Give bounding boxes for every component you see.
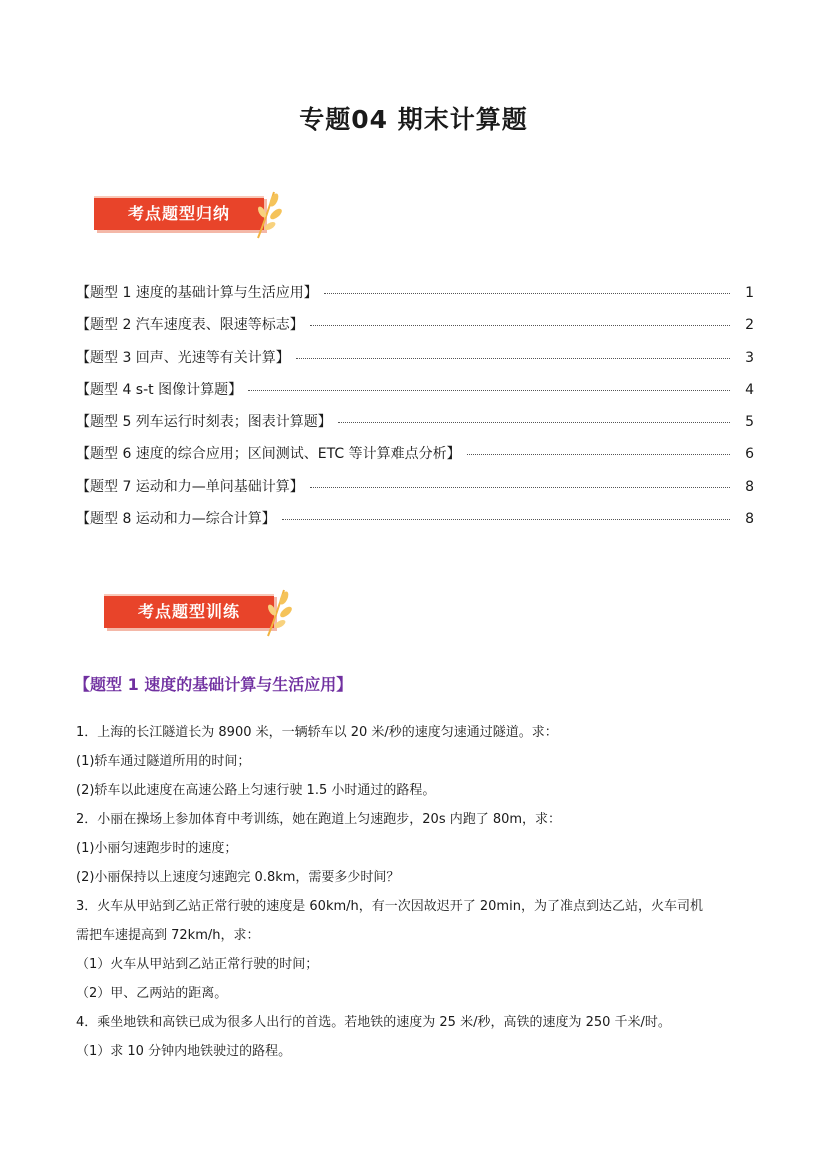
toc-leader: [467, 454, 730, 455]
toc-row[interactable]: [76, 379, 754, 411]
question-line: 4．乘坐地铁和高铁已成为很多人出行的首选。若地铁的速度为 25 米/秒，高铁的速度为 250 千米/时。: [76, 1015, 671, 1030]
banner-label: 考点题型归纳: [127, 204, 230, 223]
question-line: (1)小丽匀速跑步时的速度；: [76, 841, 238, 856]
wheat-leaf-icon: [262, 586, 292, 638]
question-line: （1）火车从甲站到乙站正常行驶的时间；: [76, 957, 319, 972]
question-line: (2)轿车以此速度在高速公路上匀速行驶 1.5 小时通过的路程。: [76, 783, 436, 798]
toc-page: 4: [745, 381, 754, 398]
toc-row[interactable]: [76, 476, 754, 508]
question-line: 2．小丽在操场上参加体育中考训练，她在跑道上匀速跑步，20s 内跑了 80m，求：: [76, 812, 562, 827]
toc-row[interactable]: [76, 282, 754, 314]
section-banner-practice: [104, 586, 294, 636]
question-line: 需把车速提高到 72km/h，求：: [76, 928, 260, 943]
toc-label: 【题型 2 汽车速度表、限速等标志】: [76, 317, 304, 334]
section-heading: 【题型 1 速度的基础计算与生活应用】: [74, 675, 353, 694]
question-line: （2）甲、乙两站的距离。: [76, 986, 228, 1001]
toc-row[interactable]: [76, 411, 754, 443]
toc-leader: [296, 358, 730, 359]
toc-row[interactable]: [76, 314, 754, 346]
toc-page: 1: [745, 285, 754, 301]
toc-label: 【题型 3 回声、光速等有关计算】: [76, 349, 290, 366]
question-line: (1)轿车通过隧道所用的时间；: [76, 754, 251, 769]
question-line: (2)小丽保持以上速度匀速跑完 0.8km，需要多少时间？: [76, 870, 400, 885]
question-line: 1．上海的长江隧道长为 8900 米，一辆轿车以 20 米/秒的速度匀速通过隧道。求：: [76, 725, 558, 740]
toc-label: 【题型 1 速度的基础计算与生活应用】: [76, 285, 318, 301]
toc-leader: [338, 422, 730, 423]
toc-label: 【题型 4 s-t 图像计算题】: [76, 381, 243, 398]
toc-page: 5: [745, 414, 754, 431]
wheat-leaf-icon: [252, 188, 282, 240]
toc-row[interactable]: [76, 443, 754, 475]
toc-page: 8: [745, 511, 754, 528]
toc-page: 3: [745, 349, 754, 366]
page-title: 专题04 期末计算题: [299, 105, 528, 134]
section-banner-summary: [94, 188, 284, 238]
banner-label: 考点题型训练: [137, 602, 240, 621]
question-line: 3．火车从甲站到乙站正常行驶的速度是 60km/h，有一次因故迟开了 20min，为了准点到达乙站，火车司机: [76, 899, 703, 914]
toc-label: 【题型 7 运动和力—单问基础计算】: [76, 478, 304, 495]
question-list: [76, 718, 756, 1066]
toc-leader: [310, 487, 730, 488]
toc-row[interactable]: [76, 347, 754, 379]
toc-leader: [310, 325, 730, 326]
toc-label: 【题型 5 列车运行时刻表；图表计算题】: [76, 414, 332, 431]
toc-page: 8: [745, 478, 754, 495]
question-line: （1）求 10 分钟内地铁驶过的路程。: [76, 1044, 292, 1059]
toc-label: 【题型 8 运动和力—综合计算】: [76, 511, 276, 528]
toc-leader: [282, 519, 730, 520]
toc-page: 2: [745, 317, 754, 334]
toc-row[interactable]: [76, 508, 754, 540]
table-of-contents: [76, 282, 754, 540]
toc-label: 【题型 6 速度的综合应用；区间测试、ETC 等计算难点分析】: [76, 446, 461, 463]
toc-leader: [324, 293, 730, 294]
toc-page: 6: [745, 446, 754, 463]
toc-leader: [248, 390, 730, 391]
